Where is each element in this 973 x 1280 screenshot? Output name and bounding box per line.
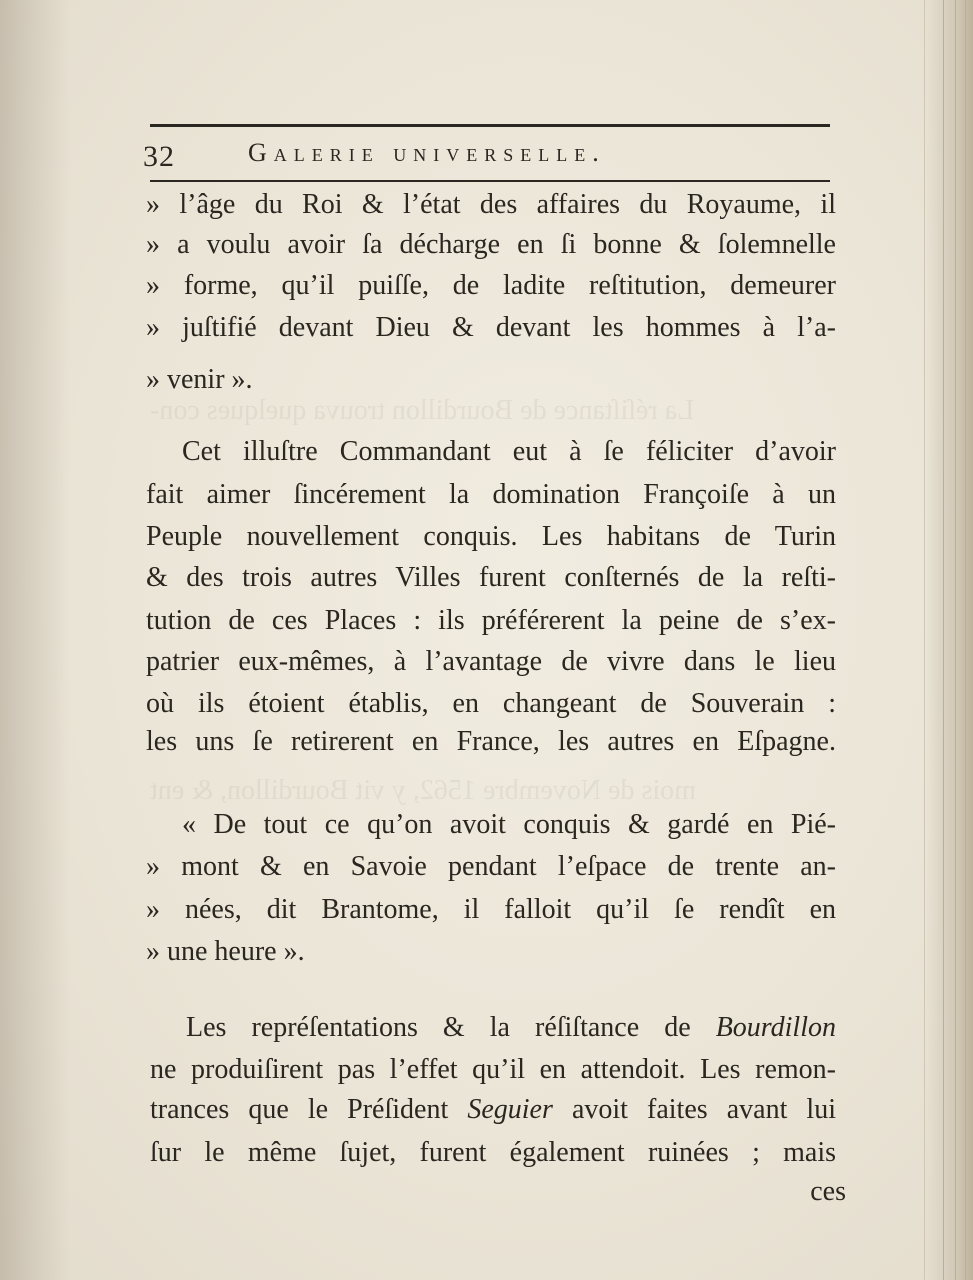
running-title: Galerie universelle.	[248, 138, 606, 167]
text-line: » juſtifié devant Dieu & devant les hommes à l’a-	[146, 312, 836, 343]
text-line: « De tout ce qu’on avoit conquis & gardé en Pié-	[182, 809, 836, 840]
show-through-shadow: La réſiſtance de Bourdillon trouva quelques con-	[150, 395, 695, 426]
header-rule-top	[150, 124, 830, 127]
text-line: fait aimer ſincérement la domination Françoiſe à un	[146, 479, 836, 510]
gutter-shadow	[0, 0, 70, 1280]
text-line: ſur le même ſujet, furent également ruinées ; mais	[150, 1137, 836, 1168]
text-line: où ils étoient établis, en changeant de Souverain :	[146, 688, 836, 719]
text-line: » l’âge du Roi & l’état des affaires du Royaume, il	[146, 189, 836, 220]
name-bourdillon: Bourdillon	[715, 1012, 836, 1043]
page-number: 32	[143, 140, 175, 173]
text-line: » une heure ».	[146, 936, 305, 967]
name-seguier: Seguier	[467, 1094, 553, 1125]
text-line: Les repréſentations & la réſiſtance de Bourdillon	[186, 1012, 836, 1043]
catchword: ces	[810, 1176, 846, 1207]
text-line: patrier eux-mêmes, à l’avantage de vivre dans le lieu	[146, 646, 836, 677]
show-through-shadow: mois de Novembre 1562, y vit Bourdillon, & ent	[150, 775, 696, 806]
text-line: » a voulu avoir ſa décharge en ſi bonne & ſolemnelle	[146, 229, 836, 260]
header-rule-bottom	[150, 180, 830, 182]
text-line: » venir ».	[146, 364, 253, 395]
text-line: & des trois autres Villes furent conſternés de la reſti-	[146, 562, 836, 593]
text-line: Cet illuſtre Commandant eut à ſe féliciter d’avoir	[182, 436, 836, 467]
text-line: tution de ces Places : ils préférerent la peine de s’ex-	[146, 605, 836, 636]
text-line: » mont & en Savoie pendant l’eſpace de trente an-	[146, 851, 836, 882]
text-line: » nées, dit Brantome, il falloit qu’il ſe rendît en	[146, 894, 836, 925]
text-line: » forme, qu’il puiſſe, de ladite reſtitution, demeurer	[146, 270, 836, 301]
text-line: trances que le Préſident Seguier avoit faites avant lui	[150, 1094, 836, 1125]
text-line: ne produiſirent pas l’effet qu’il en attendoit. Les remon-	[150, 1054, 836, 1085]
text-line: les uns ſe retirerent en France, les autres en Eſpagne.	[146, 726, 836, 757]
page-edge	[924, 0, 973, 1280]
text-line: Peuple nouvellement conquis. Les habitans de Turin	[146, 521, 836, 552]
